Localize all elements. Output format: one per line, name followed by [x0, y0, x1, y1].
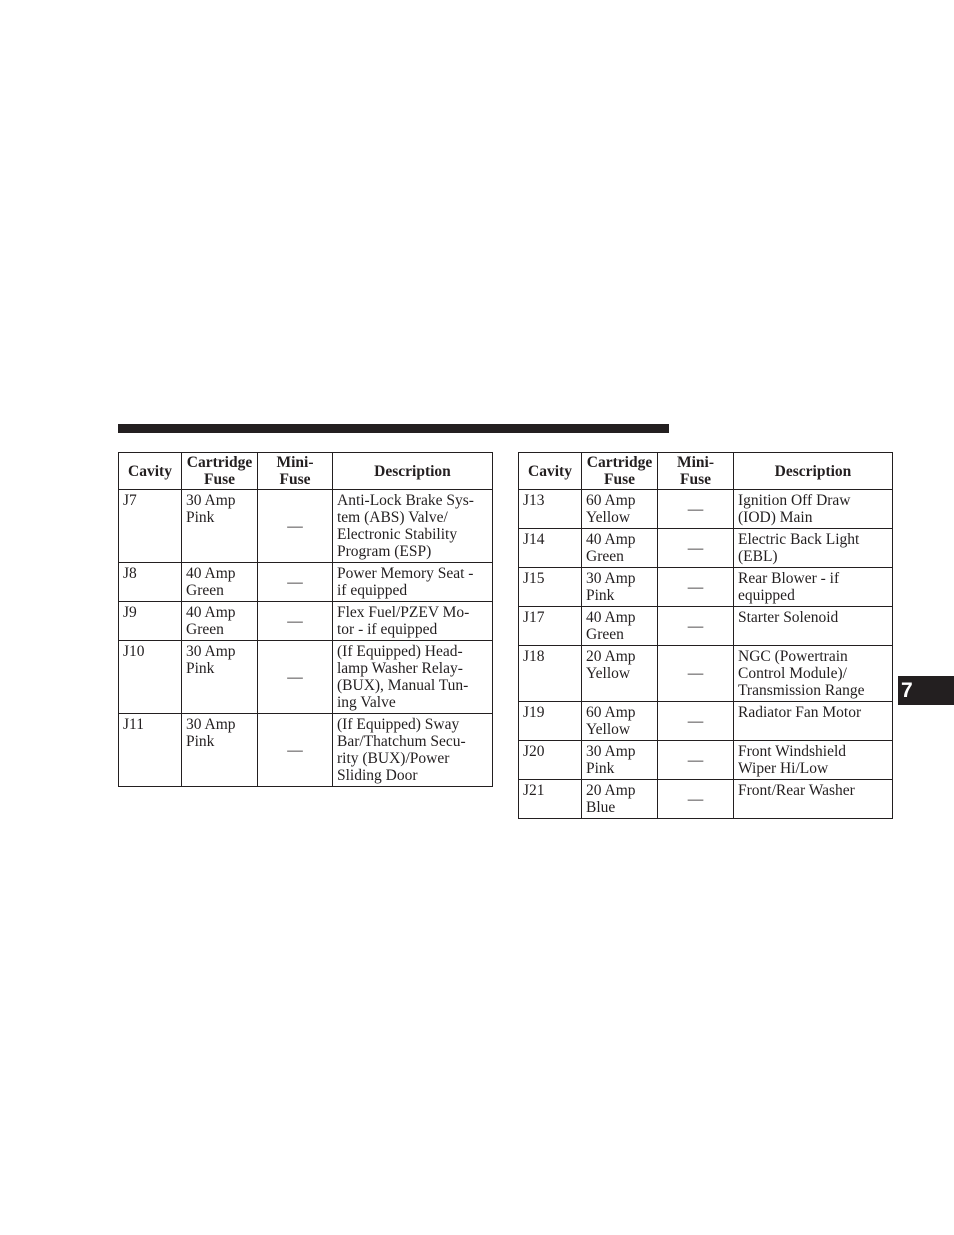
mini-fuse-value: —	[287, 517, 303, 535]
cavity-id: J17	[523, 609, 545, 626]
cell-description	[734, 780, 893, 819]
cell-line: Pink	[186, 733, 215, 750]
cell-cavity	[519, 702, 582, 741]
mini-fuse-value: —	[687, 539, 704, 557]
cell-cavity	[119, 602, 182, 641]
cell-description	[734, 741, 893, 780]
cavity-id: J8	[123, 565, 137, 582]
cell-cavity	[519, 741, 582, 780]
cell-mini-fuse	[258, 714, 333, 787]
header-mini-fuse	[258, 453, 333, 490]
cavity-id: J21	[523, 782, 545, 799]
mini-fuse-value: —	[687, 578, 704, 596]
cell-line: Starter Solenoid	[738, 609, 839, 626]
cell-cartridge-fuse	[582, 702, 658, 741]
header-line: Mini-	[676, 454, 715, 471]
cell-line: (If Equipped) Sway	[337, 716, 460, 733]
cell-cartridge-fuse	[182, 714, 258, 787]
cell-line: 60 Amp	[586, 492, 636, 509]
cell-line: 40 Amp	[186, 604, 236, 621]
cell-description	[734, 568, 893, 607]
table-row	[519, 490, 893, 529]
header-line: Cartridge	[586, 454, 653, 471]
cell-cavity	[519, 780, 582, 819]
cell-line: Ignition Off Draw	[738, 492, 851, 509]
header-description-label: Description	[774, 462, 852, 480]
cell-line: (BUX), Manual Tun-	[337, 677, 469, 694]
cell-cavity	[519, 607, 582, 646]
cell-description	[333, 563, 493, 602]
header-description-label: Description	[374, 462, 451, 480]
cell-line: Electric Back Light	[738, 531, 860, 548]
cell-line: 30 Amp	[586, 570, 636, 587]
cell-cartridge-fuse	[582, 780, 658, 819]
table-row	[519, 529, 893, 568]
cell-mini-fuse	[658, 702, 734, 741]
cell-line: Pink	[586, 760, 615, 777]
cell-description	[333, 490, 493, 563]
header-cavity-label: Cavity	[528, 462, 572, 480]
cell-description	[333, 641, 493, 714]
cell-description	[734, 529, 893, 568]
cell-description	[734, 490, 893, 529]
cell-mini-fuse	[658, 780, 734, 819]
cell-cartridge-fuse	[582, 741, 658, 780]
cell-line: rity (BUX)/Power	[337, 750, 450, 767]
cell-mini-fuse	[658, 646, 734, 702]
cell-line: Transmission Range	[738, 682, 865, 699]
cell-line: (IOD) Main	[738, 509, 813, 526]
cell-cartridge-fuse	[582, 646, 658, 702]
header-line: Fuse	[204, 471, 235, 488]
cell-line: 40 Amp	[586, 531, 636, 548]
cavity-id: J7	[123, 492, 137, 509]
cell-cavity	[519, 646, 582, 702]
cell-cartridge-fuse	[182, 490, 258, 563]
cell-cavity	[119, 714, 182, 787]
fuse-table-left	[118, 452, 493, 787]
mini-fuse-value: —	[687, 790, 704, 808]
cell-line: Flex Fuel/PZEV Mo-	[337, 604, 470, 621]
table-row	[119, 641, 493, 714]
mini-fuse-value: —	[287, 741, 303, 759]
cell-cartridge-fuse	[182, 641, 258, 714]
cell-mini-fuse	[658, 568, 734, 607]
cell-line: Green	[586, 548, 624, 565]
cell-line: 30 Amp	[186, 643, 236, 660]
table-row	[119, 563, 493, 602]
cavity-id: J13	[523, 492, 545, 509]
mini-fuse-value: —	[287, 668, 303, 686]
cell-line: Power Memory Seat -	[337, 565, 474, 582]
cell-line: Green	[186, 582, 224, 599]
cavity-id: J18	[523, 648, 545, 665]
header-cavity-label: Cavity	[128, 462, 172, 480]
cell-line: Sliding Door	[337, 767, 418, 784]
header-cavity	[119, 453, 182, 490]
cell-line: if equipped	[337, 582, 408, 599]
cavity-id: J10	[123, 643, 145, 660]
cavity-id: J14	[523, 531, 545, 548]
mini-fuse-value: —	[687, 751, 704, 769]
cell-line: Pink	[186, 660, 215, 677]
cell-line: 40 Amp	[586, 609, 636, 626]
cell-description	[734, 646, 893, 702]
header-cartridge-fuse	[182, 453, 258, 490]
cell-line: Yellow	[586, 509, 631, 526]
chapter-tab	[898, 676, 954, 705]
cell-line: Yellow	[586, 665, 631, 682]
header-cavity	[519, 453, 582, 490]
cell-line: NGC (Powertrain	[738, 648, 848, 665]
mini-fuse-value: —	[687, 617, 704, 635]
cell-mini-fuse	[258, 641, 333, 714]
cell-cartridge-fuse	[182, 602, 258, 641]
table-row	[519, 702, 893, 741]
cell-line: 30 Amp	[586, 743, 636, 760]
table-row	[119, 602, 493, 641]
mini-fuse-value: —	[687, 712, 704, 730]
header-line: Mini-	[276, 454, 314, 471]
cell-description	[333, 714, 493, 787]
table-row	[519, 741, 893, 780]
cell-mini-fuse	[258, 602, 333, 641]
cell-cartridge-fuse	[582, 607, 658, 646]
cell-mini-fuse	[258, 490, 333, 563]
section-rule	[118, 424, 669, 433]
header-description	[333, 453, 493, 490]
cell-cavity	[119, 563, 182, 602]
chapter-number: 7	[901, 679, 913, 702]
cell-line: equipped	[738, 587, 795, 604]
mini-fuse-value: —	[287, 612, 303, 630]
cell-description	[734, 607, 893, 646]
table-row	[519, 780, 893, 819]
cell-line: Green	[586, 626, 624, 643]
cell-line: Electronic Stability	[337, 526, 458, 543]
header-description	[734, 453, 893, 490]
table-body	[119, 490, 493, 787]
cell-line: (EBL)	[738, 548, 778, 565]
cell-line: Blue	[586, 799, 616, 816]
cell-line: lamp Washer Relay-	[337, 660, 463, 677]
cell-line: Front/Rear Washer	[738, 782, 855, 799]
cell-line: ing Valve	[337, 694, 396, 711]
table-row	[519, 646, 893, 702]
cell-line: 20 Amp	[586, 782, 636, 799]
header-line: Cartridge	[186, 454, 253, 471]
cell-line: Anti-Lock Brake Sys-	[337, 492, 474, 509]
cell-line: Rear Blower - if	[738, 570, 840, 587]
cell-line: Pink	[586, 587, 615, 604]
cell-mini-fuse	[258, 563, 333, 602]
table-row	[519, 607, 893, 646]
cell-line: 40 Amp	[186, 565, 236, 582]
cell-cartridge-fuse	[582, 490, 658, 529]
cell-line: tor - if equipped	[337, 621, 438, 638]
header-mini-fuse	[658, 453, 734, 490]
cell-line: Bar/Thatchum Secu-	[337, 733, 466, 750]
cavity-id: J11	[123, 716, 144, 733]
mini-fuse-value: —	[687, 500, 704, 518]
cavity-id: J9	[123, 604, 137, 621]
table-body	[519, 490, 893, 819]
cell-description	[333, 602, 493, 641]
header-line: Fuse	[604, 471, 635, 488]
cell-cavity	[519, 490, 582, 529]
table-header	[119, 453, 493, 490]
fuse-table-right	[518, 452, 893, 819]
cell-cartridge-fuse	[582, 568, 658, 607]
cell-line: Green	[186, 621, 224, 638]
cell-cartridge-fuse	[582, 529, 658, 568]
cell-line: 20 Amp	[586, 648, 636, 665]
table-row	[119, 490, 493, 563]
header-cartridge-fuse	[582, 453, 658, 490]
cell-line: Yellow	[586, 721, 631, 738]
cell-description	[734, 702, 893, 741]
cell-mini-fuse	[658, 529, 734, 568]
cell-cavity	[119, 641, 182, 714]
cell-cavity	[519, 568, 582, 607]
mini-fuse-value: —	[287, 573, 303, 591]
header-line: Fuse	[279, 471, 311, 488]
cell-line: Wiper Hi/Low	[738, 760, 829, 777]
cavity-id: J19	[523, 704, 545, 721]
cell-line: Program (ESP)	[337, 543, 432, 560]
cell-line: 30 Amp	[186, 492, 236, 509]
cell-line: Control Module)/	[738, 665, 847, 682]
mini-fuse-value: —	[687, 665, 704, 682]
cavity-id: J15	[523, 570, 545, 587]
cell-line: 60 Amp	[586, 704, 636, 721]
cell-line: Front Windshield	[738, 743, 847, 760]
cell-line: Pink	[186, 509, 215, 526]
cavity-id: J20	[523, 743, 545, 760]
table-row	[119, 714, 493, 787]
cell-cartridge-fuse	[182, 563, 258, 602]
table-row	[519, 568, 893, 607]
cell-line: (If Equipped) Head-	[337, 643, 463, 660]
table-header	[519, 453, 893, 490]
cell-mini-fuse	[658, 741, 734, 780]
cell-line: Radiator Fan Motor	[738, 704, 862, 721]
cell-line: 30 Amp	[186, 716, 236, 733]
cell-line: tem (ABS) Valve/	[337, 509, 448, 526]
cell-cavity	[119, 490, 182, 563]
cell-mini-fuse	[658, 490, 734, 529]
header-line: Fuse	[680, 471, 711, 488]
cell-cavity	[519, 529, 582, 568]
cell-mini-fuse	[658, 607, 734, 646]
